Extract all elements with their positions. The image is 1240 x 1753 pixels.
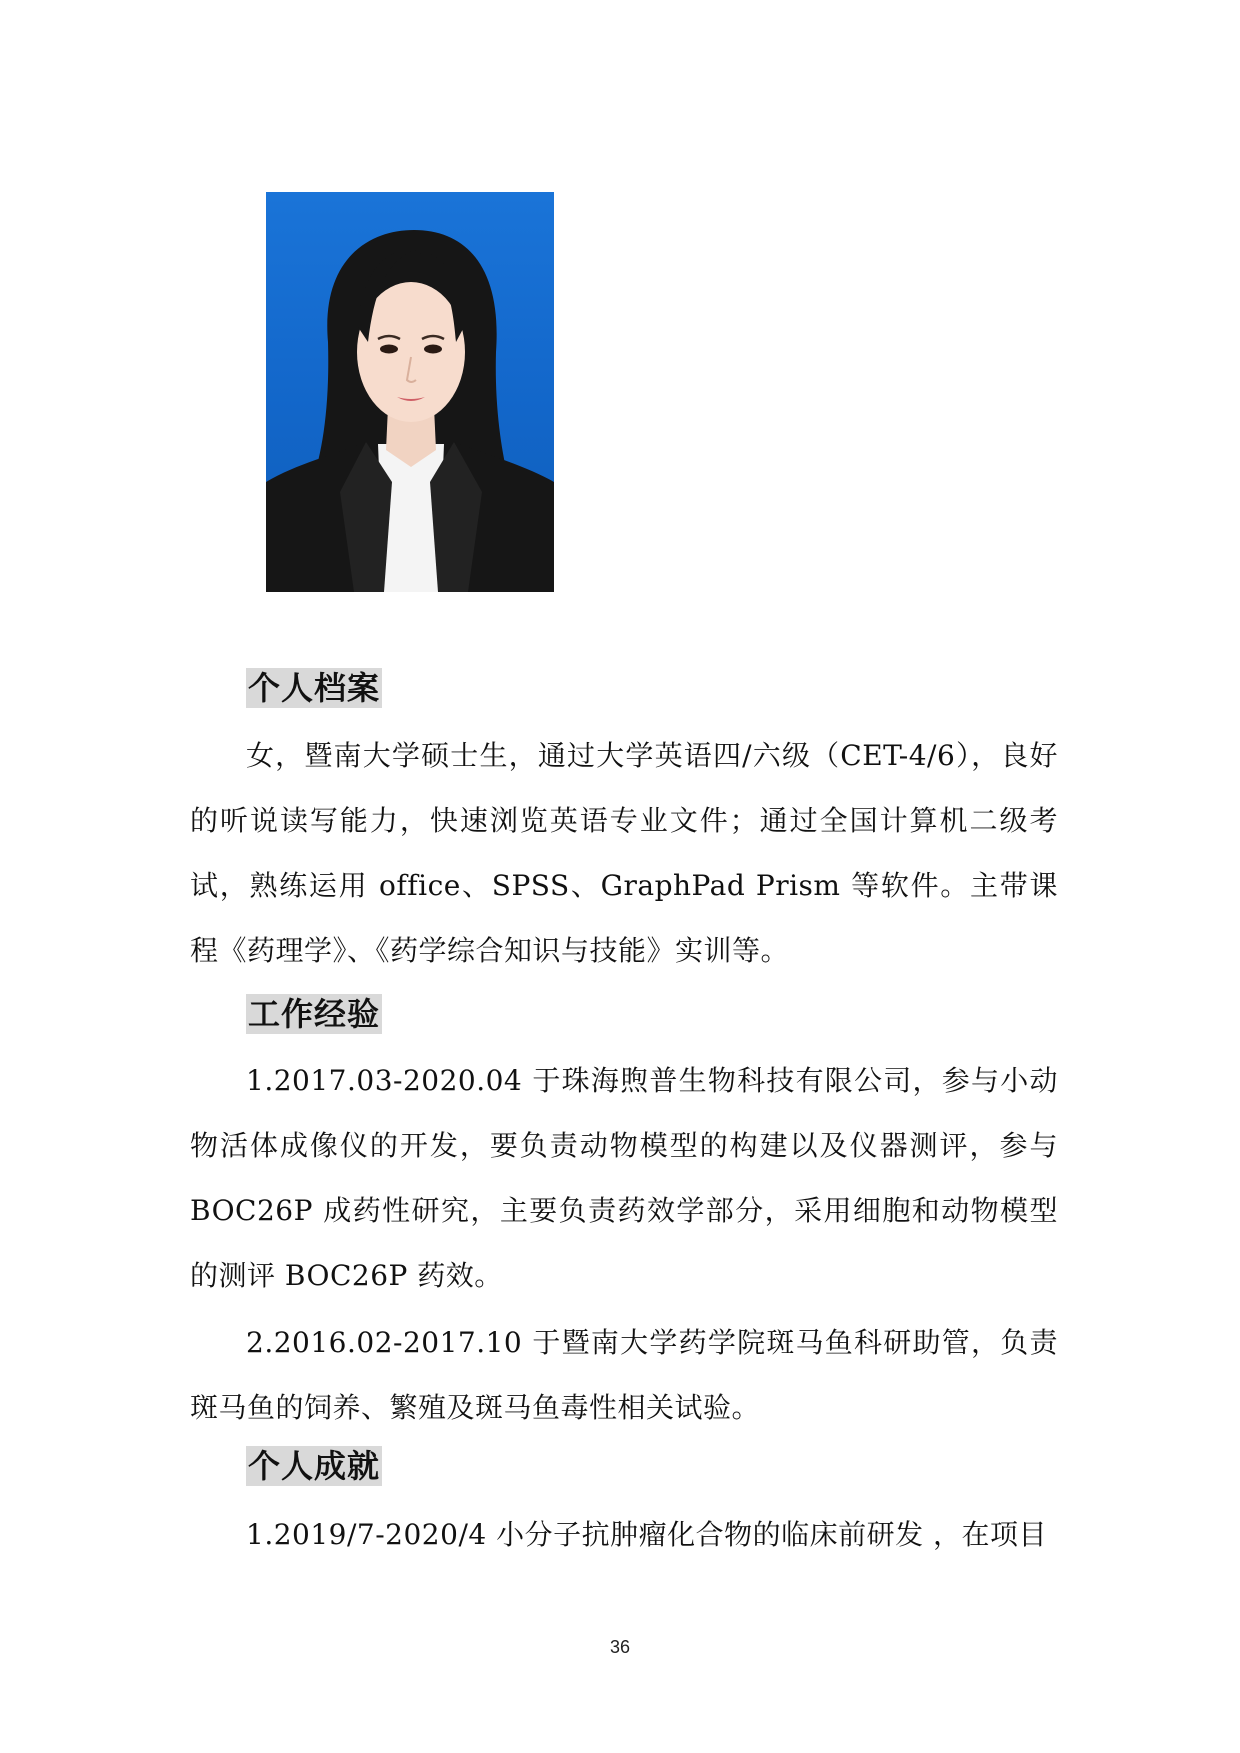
work-heading: 工作经验: [248, 995, 381, 1033]
achievements-heading: 个人成就: [248, 1447, 381, 1485]
page-number: 36: [609, 1637, 631, 1657]
work-item-2: 2.2016.02-2017.10 于暨南大学药学院斑马鱼科研助管，负责斑马鱼的饲养、繁殖及斑马鱼毒性相关试验。: [190, 1326, 1058, 1424]
achievement-item-1: 1.2019/7-2020/4 小分子抗肿瘤化合物的临床前研发 ，在项目: [246, 1518, 1047, 1551]
portrait-photo: [266, 192, 554, 592]
work-item-1: 1.2017.03-2020.04 于珠海煦普生物科技有限公司，参与小动物活体成像仪的开发，要负责动物模型的构建以及仪器测评，参与 BOC26P 成药性研究，主要负责药效学部分，采用细胞和动物模型的测评 BOC26P 药效。: [190, 1064, 1058, 1292]
profile-paragraph: 女，暨南大学硕士生，通过大学英语四/六级（CET-4/6），良好的听说读写能力，快速浏览英语专业文件；通过全国计算机二级考试，熟练运用 office、SPSS、GraphPad Prism 等软件。主带课程《药理学》、《药学综合知识与技能》实训等。: [190, 739, 1058, 967]
profile-heading: 个人档案: [248, 669, 381, 707]
